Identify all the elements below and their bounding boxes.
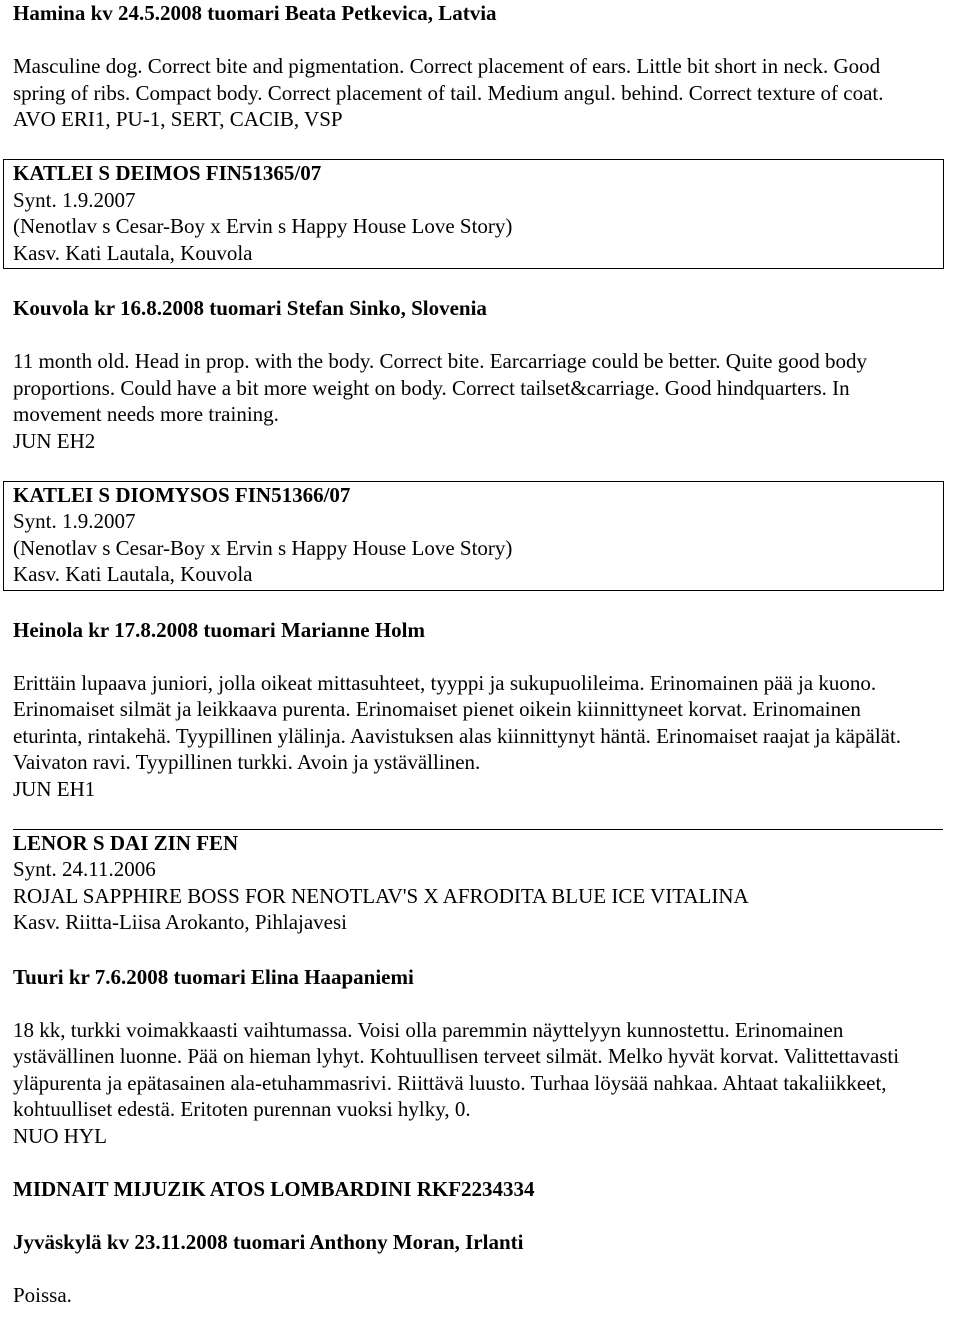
dog-name: KATLEI S DEIMOS FIN51365/07 xyxy=(13,161,322,185)
dog-parents: (Nenotlav s Cesar-Boy x Ervin s Happy House Love Story) xyxy=(13,535,513,560)
dog-name: KATLEI S DIOMYSOS FIN51366/07 xyxy=(13,482,351,507)
dog-info-box xyxy=(13,829,943,938)
critique-text: 18 kk, turkki voimakkaasti vaihtumassa. Voisi olla paremmin näyttelyyn kunnostettu. Erinomainen ystävällinen luonne. Pää on hieman lyhyt. Kohtuullisen terveet silmät. Melko hyvät korvat. Valittettavasti yläpurenta ja epätasainen ala-etuhammasrivi. Riittävä luusto. Turhaa löysää nahkaa. Ahtaat takaliikkeet, kohtuulliset edestä. Eritoten purennan vuoksi hylky, 0. xyxy=(13,1017,900,1121)
show-heading: Hamina kv 24.5.2008 tuomari Beata Petkevica, Latvia xyxy=(13,1,497,25)
dog-breeder: Kasv. Kati Lautala, Kouvola xyxy=(13,562,253,586)
critique-text: Poissa. xyxy=(13,1282,72,1307)
dog-name: LENOR S DAI ZIN FEN xyxy=(13,830,239,855)
result-text: JUN EH2 xyxy=(13,428,96,453)
dog-name: MIDNAIT MIJUZIK ATOS LOMBARDINI RKF2234334 xyxy=(13,1176,535,1201)
dog-birthdate: Synt. 1.9.2007 xyxy=(13,187,136,212)
document-page xyxy=(13,0,953,1308)
critique-text: Masculine dog. Correct bite and pigmentation. Correct placement of ears. Little bit short in neck. Good spring of ribs. Compact body. Correct placement of tail. Medium angul. behind. Correct texture of coat. xyxy=(13,54,884,105)
result-text: AVO ERI1, PU-1, SERT, CACIB, VSP xyxy=(13,107,343,131)
result-text: NUO HYL xyxy=(13,1123,107,1148)
show-heading: Tuuri kr 7.6.2008 tuomari Elina Haapaniemi xyxy=(13,964,414,989)
dog-info-box xyxy=(3,159,944,269)
dog-info-box xyxy=(3,481,944,591)
result-text: JUN EH1 xyxy=(13,776,96,801)
show-heading: Jyväskylä kv 23.11.2008 tuomari Anthony Moran, Irlanti xyxy=(13,1229,524,1254)
show-heading: Heinola kr 17.8.2008 tuomari Marianne Holm xyxy=(13,617,426,642)
show-heading: Kouvola kr 16.8.2008 tuomari Stefan Sinko, Slovenia xyxy=(13,296,487,320)
dog-breeder: Kasv. Riitta-Liisa Arokanto, Pihlajavesi xyxy=(13,910,348,934)
dog-breeder: Kasv. Kati Lautala, Kouvola xyxy=(13,240,253,265)
dog-birthdate: Synt. 24.11.2006 xyxy=(13,857,156,881)
dog-parents: (Nenotlav s Cesar-Boy x Ervin s Happy House Love Story) xyxy=(13,214,513,238)
dog-parents: ROJAL SAPPHIRE BOSS FOR NENOTLAV'S X AFRODITA BLUE ICE VITALINA xyxy=(13,883,749,908)
critique-text: Erittäin lupaava juniori, jolla oikeat mittasuhteet, tyyppi ja sukupuolileima. Erinomainen pää ja kuono. Erinomaiset silmät ja leikkaava purenta. Erinomaiset pienet oikein kiinnittyneet korvat. Erinomainen eturinta, rintakehä. Tyypillinen ylälinja. Aavistuksen alas kiinnittynyt häntä. Erinomaiset raajat ja käpälät. Vaivaton ravi. Tyypillinen turkki. Avoin ja ystävällinen. xyxy=(13,670,902,774)
critique-text: 11 month old. Head in prop. with the body. Correct bite. Earcarriage could be better. Quite good body proportions. Could have a bit more weight on body. Correct tailset&carriage. Good hindquarters. In movement needs more training. xyxy=(13,349,867,426)
dog-birthdate: Synt. 1.9.2007 xyxy=(13,509,136,533)
